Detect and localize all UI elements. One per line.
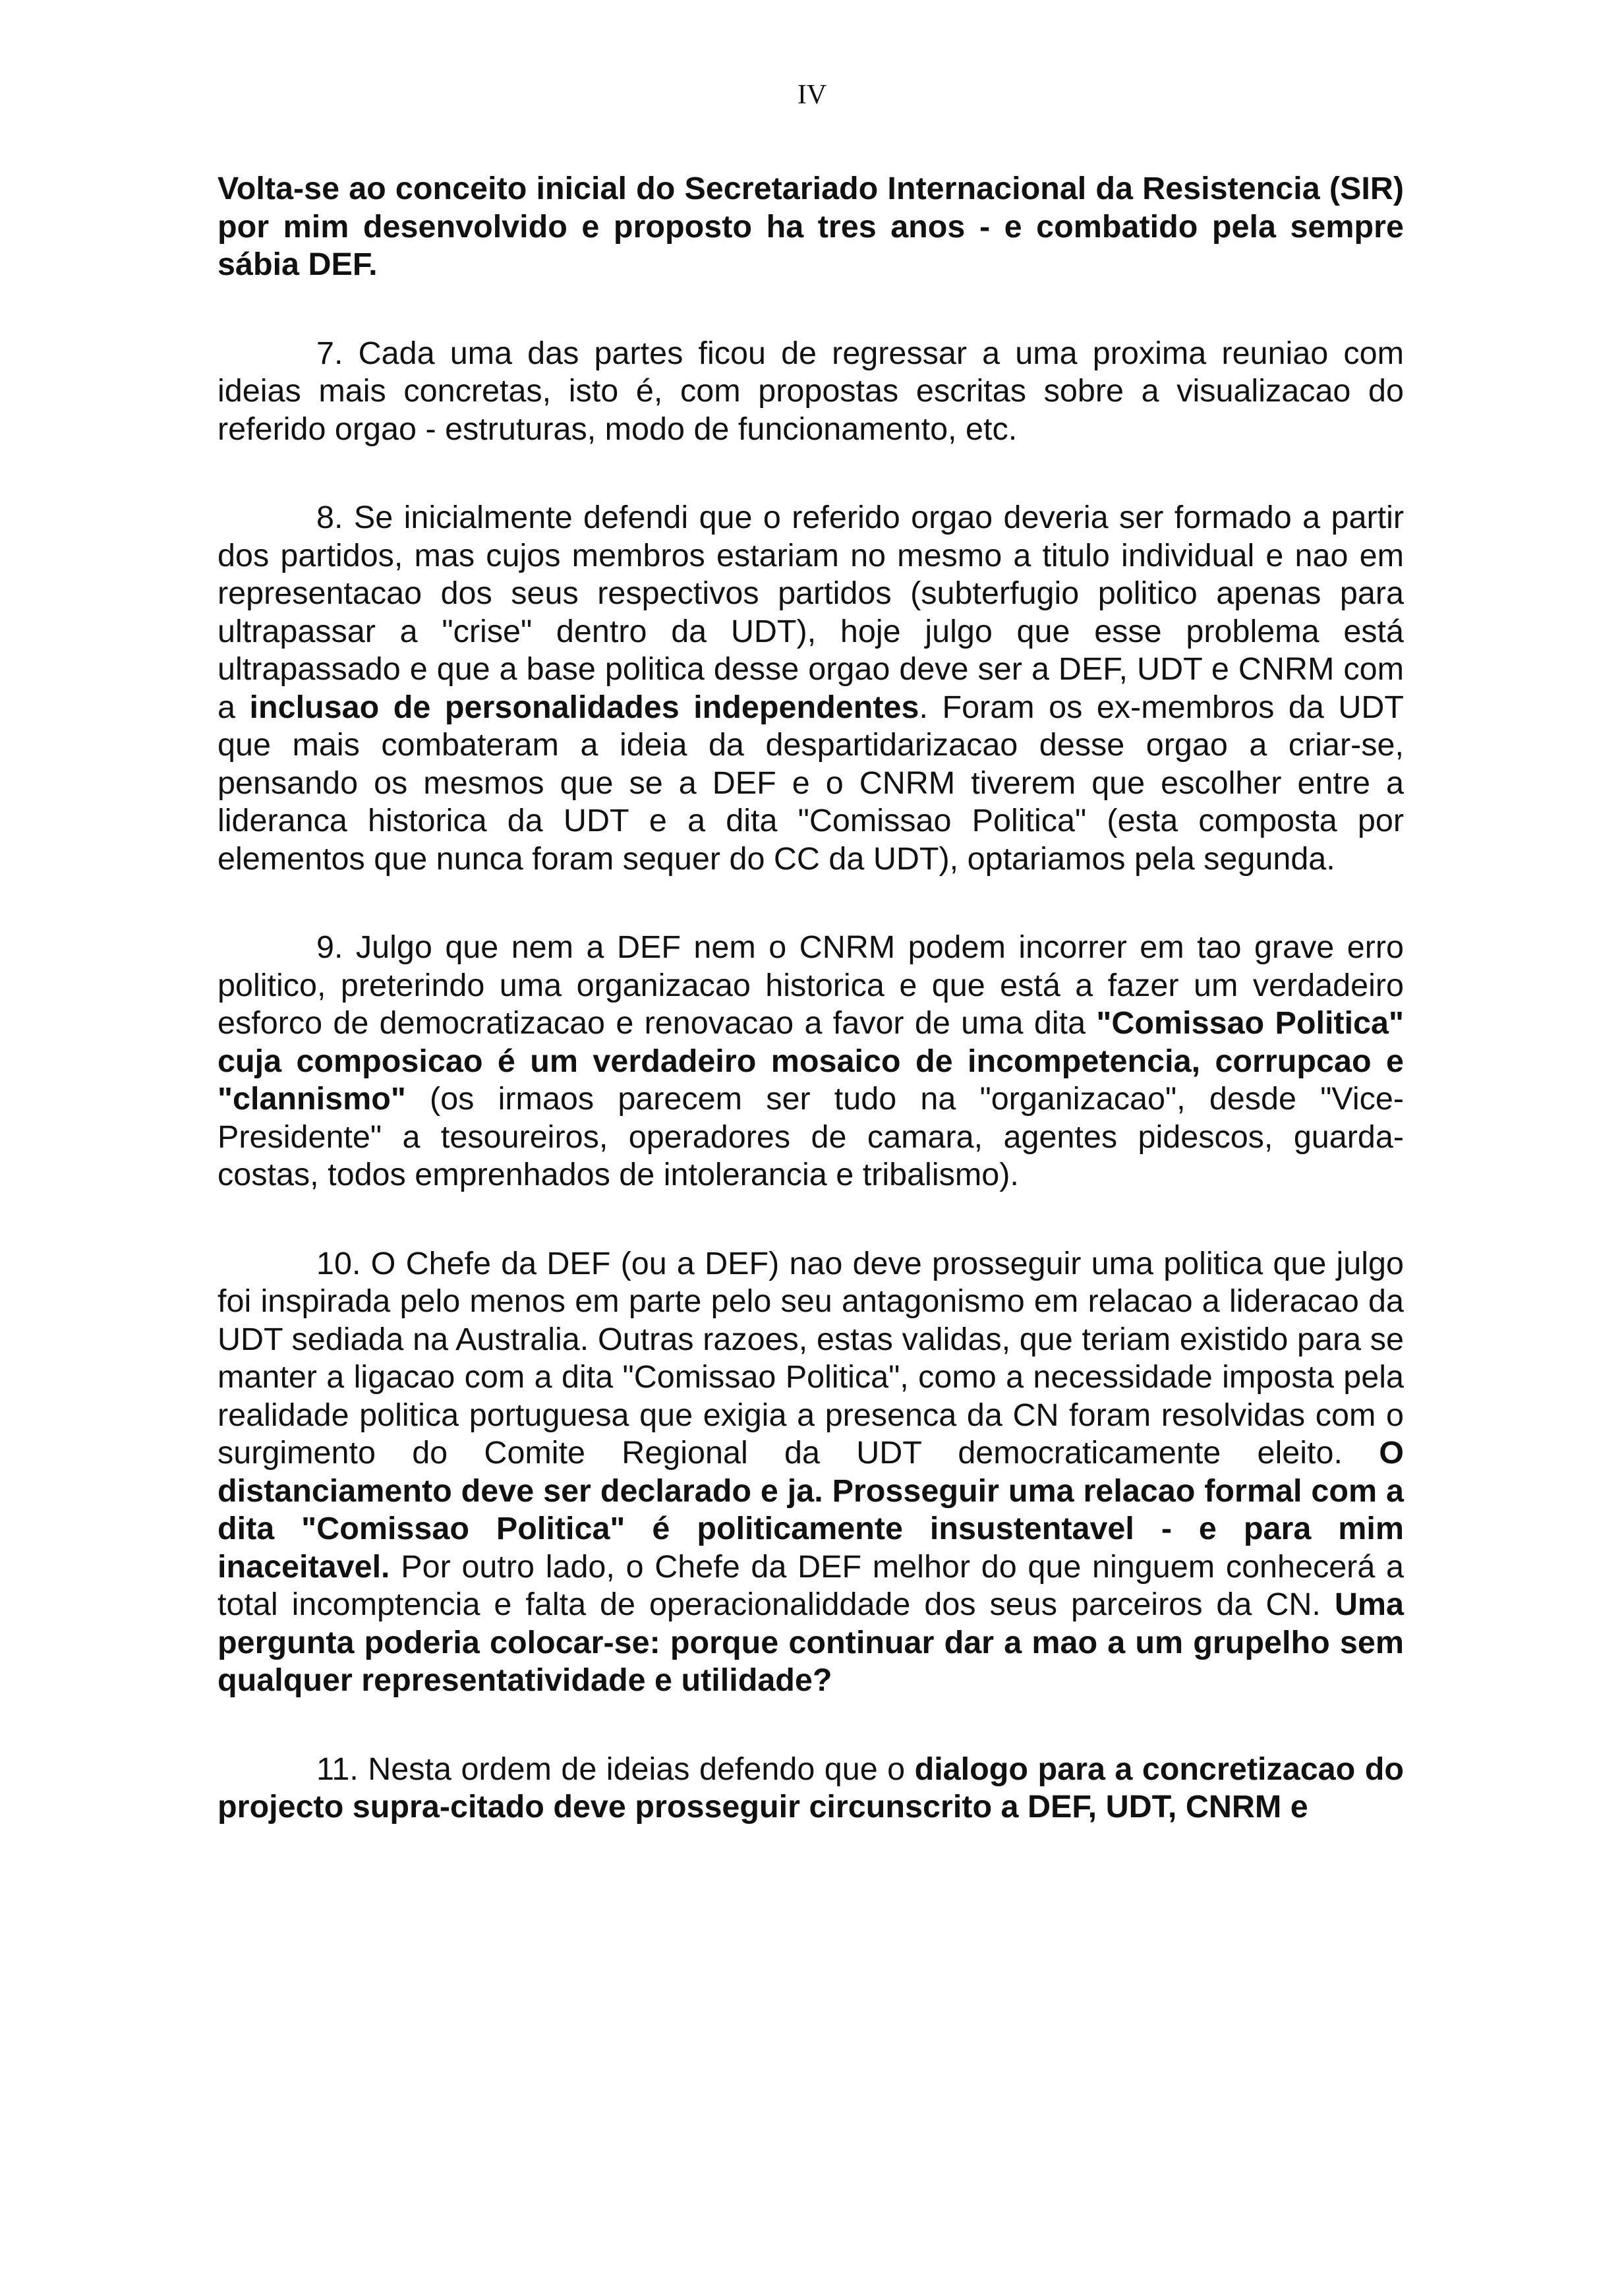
text-segment: 10. O Chefe da DEF (ou a DEF) nao deve prosseguir uma politica que julgo foi inspirada pelo menos em parte pelo seu antagonismo em relacao a lideracao da UDT sediada na Australia. Outras razoes, estas validas, que teriam existido para se manter a ligacao com a dita "Comissao Politica", como a necessidade imposta pela realidade politica portuguesa que exigia a presenca da CN foram resolvidas com o surgimento do Comite Regional da UDT democraticamente eleito. — [218, 1245, 1404, 1471]
paragraph-9 — [218, 929, 1404, 1194]
text-segment: 7. Cada uma das partes ficou de regressar a uma proxima reuniao com ideias mais concretas, isto é, com propostas escritas sobre a visualizacao do referido orgao - estruturas, modo de funcionamento, etc. — [218, 335, 1404, 447]
text-segment: 8. Se inicialmente defendi que o referido orgao deveria ser formado a partir dos partidos, mas cujos membros estariam no mesmo a titulo individual e nao em representacao dos seus respectivos partidos (subterfugio politico apenas para ultrapassar a "crise" dentro da UDT), hoje julgo que esse problema está ultrapassado e que a base politica desse orgao deve ser a DEF, UDT e CNRM com a — [218, 500, 1404, 725]
text-segment-bold: O distanciamento deve ser declarado e ja. Prosseguir uma relacao formal com a dita "Comissao Politica" é politicamente insustentavel - e para mim inaceitavel. — [218, 1435, 1404, 1585]
text-segment: Volta-se ao conceito inicial do Secretariado Internacional da Resistencia (SIR) por mim desenvolvido e proposto ha tres anos - e combatido pela sempre sábia DEF. — [218, 171, 1404, 282]
text-segment: (os irmaos parecem ser tudo na "organizacao", desde "Vice-Presidente" a tesoureiros, operadores de camara, agentes pidescos, guarda-costas, todos emprenhados de intolerancia e tribalismo). — [218, 1081, 1404, 1192]
page-number: IV — [797, 80, 827, 110]
text-segment: 9. Julgo que nem a DEF nem o CNRM podem incorrer em tao grave erro politico, preterindo uma organizacao historica e que está a fazer um verdadeiro esforco de democratizacao e renovacao a favor de uma dita — [218, 929, 1404, 1041]
text-segment: 11. Nesta ordem de ideias defendo que o — [316, 1751, 915, 1787]
document-body — [218, 170, 1404, 1826]
text-segment-bold: dialogo para a concretizacao do projecto supra-citado deve prosseguir circunscrito a DEF, UDT, CNRM e — [218, 1751, 1404, 1825]
paragraph-intro — [218, 170, 1404, 284]
paragraph-7 — [218, 335, 1404, 449]
text-segment: . Foram os ex-membros da UDT que mais combateram a ideia da despartidarizacao desse orgao a criar-se, pensando os mesmos que se a DEF e o CNRM tiverem que escolher entre a lideranca historica da UDT e a dita "Comissao Politica" (esta composta por elementos que nunca foram sequer do CC da UDT), optariamos pela segunda. — [218, 689, 1404, 877]
paragraph-11 — [218, 1751, 1404, 1826]
paragraph-10 — [218, 1245, 1404, 1700]
text-segment-bold: Uma pergunta poderia colocar-se: porque continuar dar a mao a um grupelho sem qualquer representatividade e utilidade? — [218, 1587, 1404, 1698]
paragraph-8 — [218, 499, 1404, 878]
text-segment: Por outro lado, o Chefe da DEF melhor do que ninguem conhecerá a total incomptencia e falta de operacionaliddade dos seus parceiros da CN. — [218, 1548, 1404, 1622]
text-segment-bold: inclusao de personalidades independentes — [249, 689, 919, 725]
text-segment-bold: "Comissao Politica" cuja composicao é um verdadeiro mosaico de incompetencia, corrupcao e "clannismo" — [218, 1005, 1405, 1117]
